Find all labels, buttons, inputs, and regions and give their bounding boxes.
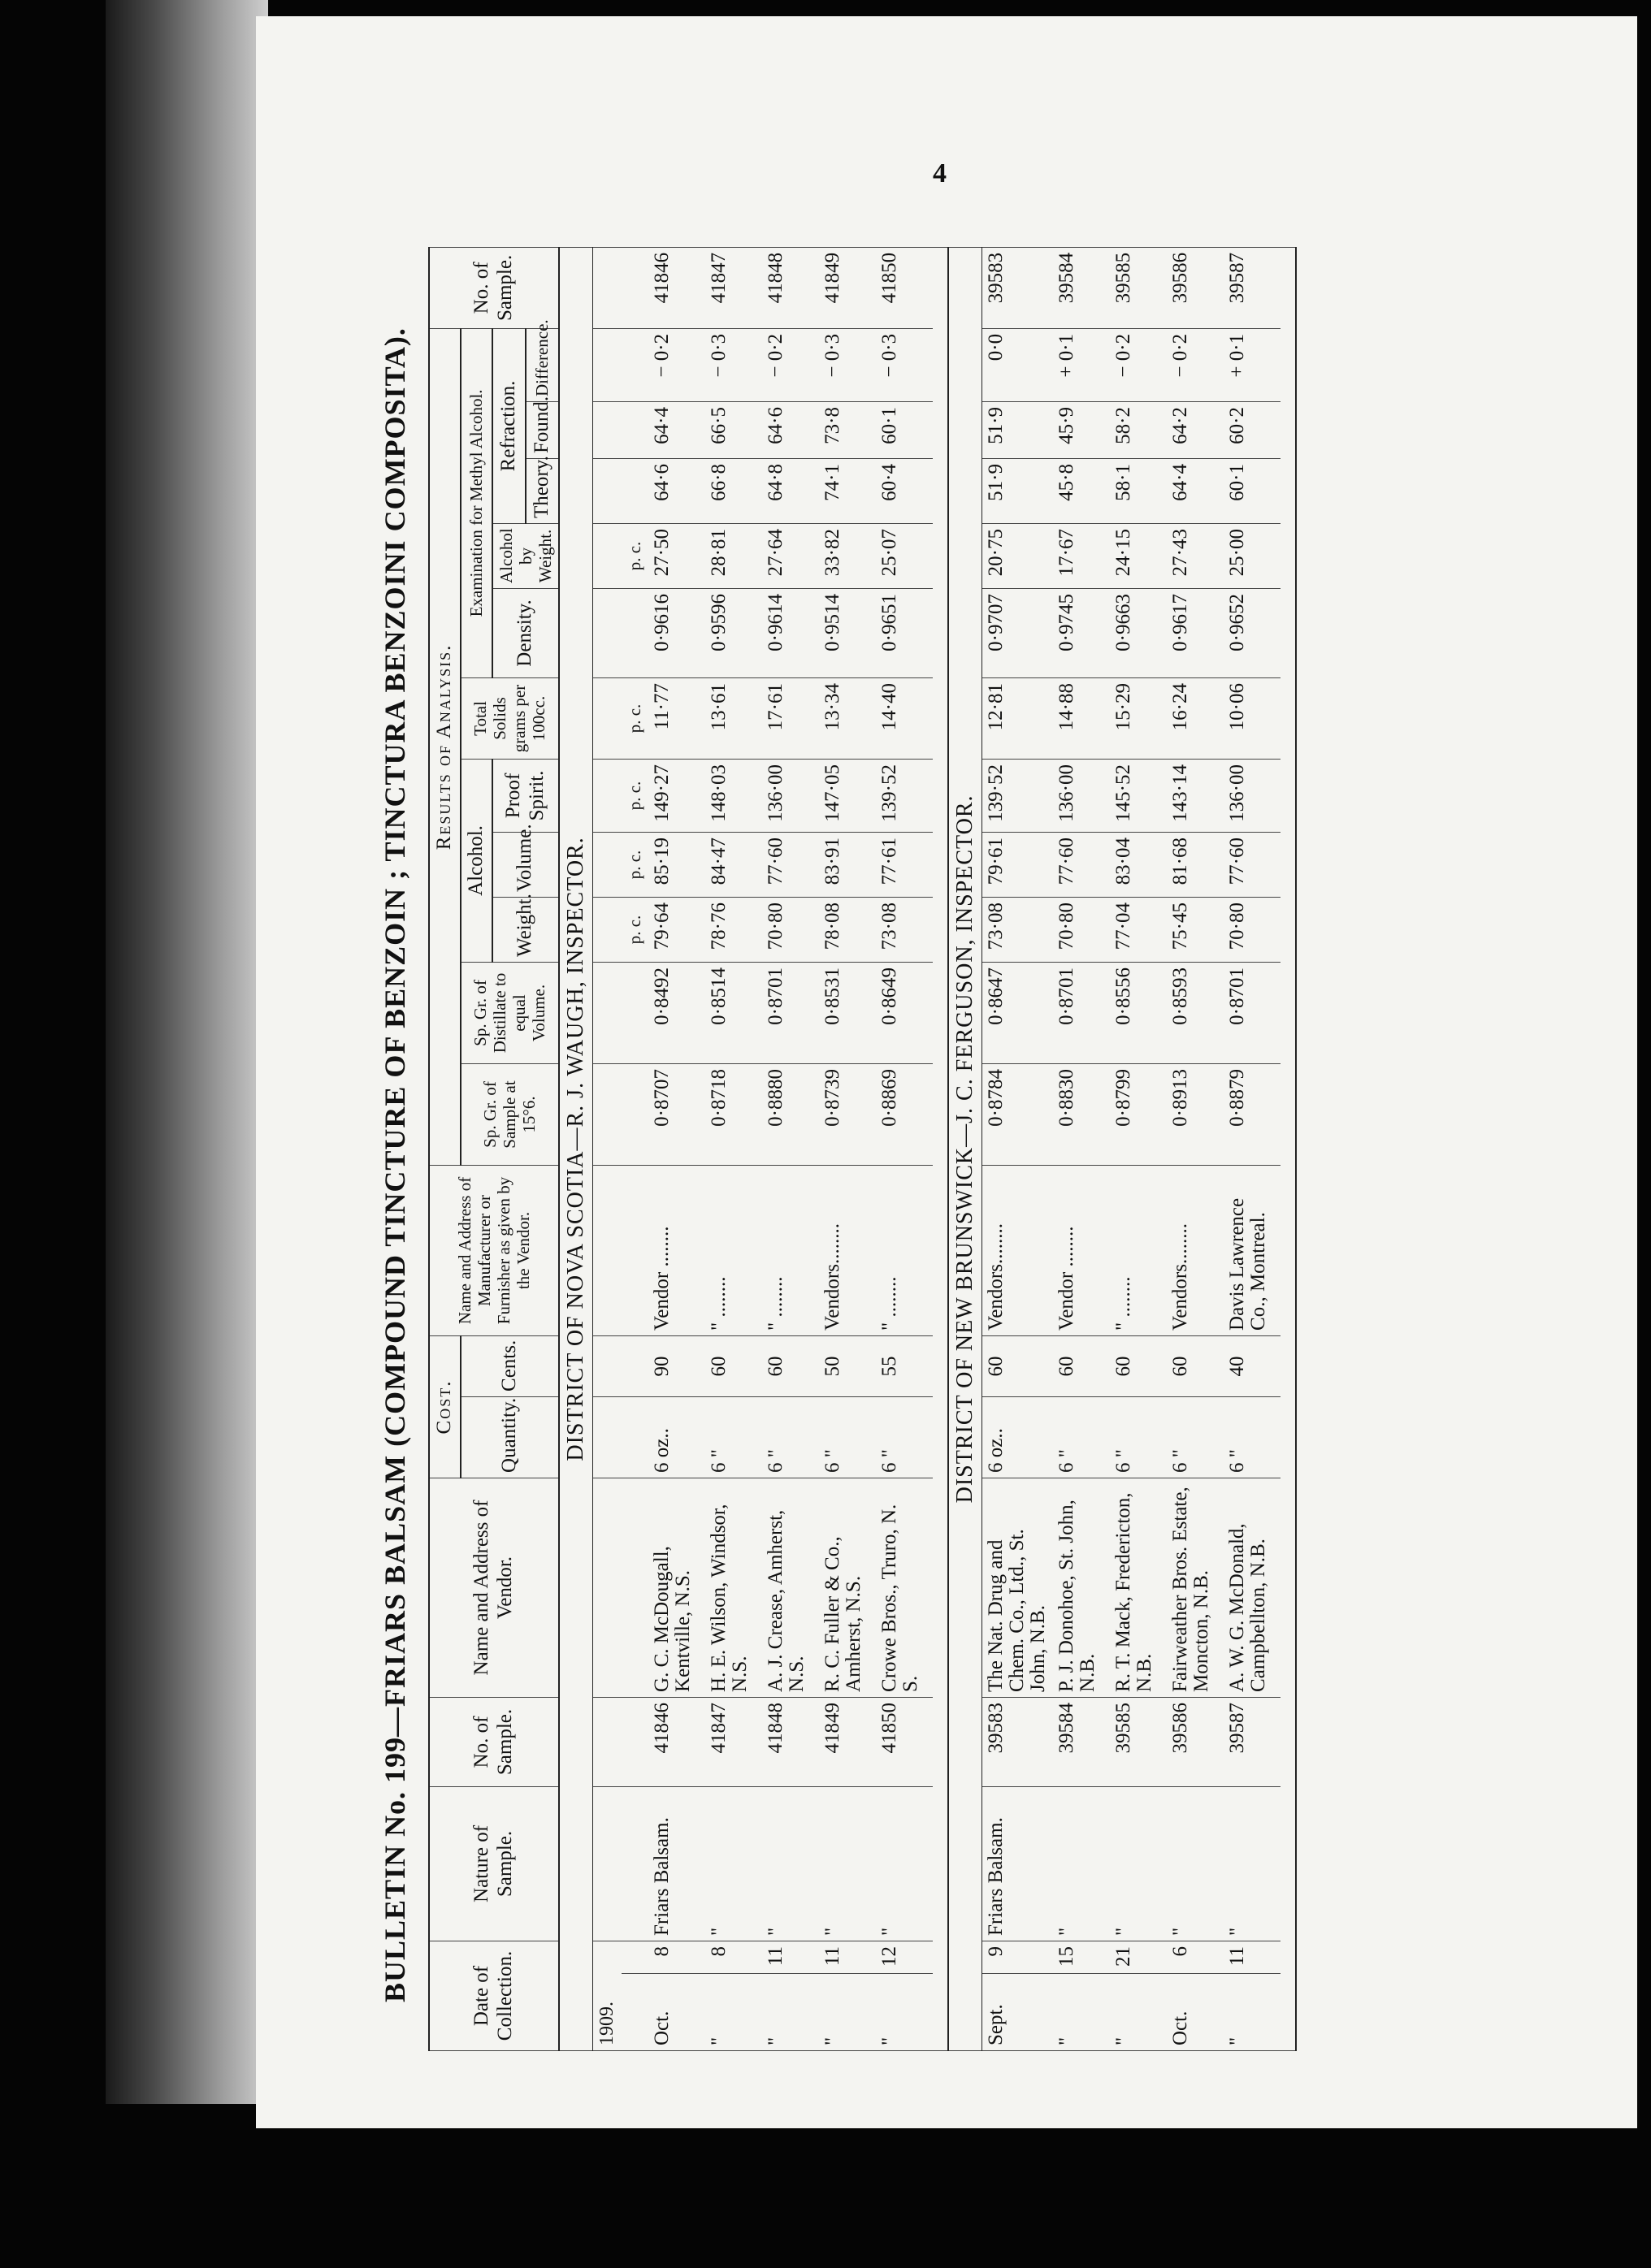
cell-manufacturer: Vendors........ — [982, 1165, 1052, 1335]
cell-density: 0·9651 — [876, 588, 933, 677]
cell-theory: 74·1 — [819, 458, 876, 523]
empty-cell — [622, 588, 648, 677]
cell-quantity: 6 " — [705, 1396, 762, 1478]
header-sp-gr-distillate: Sp. Gr. of Distillate to equal Volume. — [461, 962, 559, 1063]
cell-weight: 70·80 — [1053, 897, 1110, 962]
cell-month: " — [1053, 1974, 1110, 2051]
cell-cents: 60 — [1167, 1335, 1224, 1396]
empty-cell — [592, 1478, 622, 1697]
cell-difference: − 0·3 — [876, 328, 933, 401]
cell-sp-gr: 0·8880 — [762, 1063, 819, 1165]
empty-cell — [592, 677, 622, 759]
cell-weight: 70·80 — [1224, 897, 1280, 962]
cell-sp-gr-distillate: 0·8514 — [705, 962, 762, 1063]
empty-cell — [622, 1396, 648, 1478]
cell-sample-no: 41849 — [819, 1697, 876, 1786]
cell-sample-no-right: 39585 — [1110, 247, 1167, 328]
empty-cell — [592, 458, 622, 523]
cell-difference: − 0·3 — [705, 328, 762, 401]
cell-sp-gr-distillate: 0·8647 — [982, 962, 1052, 1063]
bulletin-title: BULLETIN No. 199—FRIARS BALSAM (COMPOUND TINCTURE OF BENZOIN ; TINCTURA BENZOINI COMPOSITA). — [379, 327, 411, 2002]
cell-weight: 70·80 — [762, 897, 819, 962]
empty-cell — [622, 458, 648, 523]
empty-cell — [622, 247, 648, 328]
empty-cell — [622, 328, 648, 401]
cell-found: 58·2 — [1110, 401, 1167, 458]
cell-manufacturer: Vendors........ — [819, 1165, 876, 1335]
empty-cell — [622, 962, 648, 1063]
cell-difference: − 0·2 — [648, 328, 705, 401]
cell-sample-no-right: 39584 — [1053, 247, 1110, 328]
year-row — [592, 247, 622, 2050]
header-theory: Theory. — [526, 458, 559, 523]
cell-vendor: The Nat. Drug and Chem. Co., Ltd., St. John, N.B. — [982, 1478, 1052, 1697]
cell-weight: 73·08 — [982, 897, 1052, 962]
table-row — [819, 247, 876, 2050]
cell-density: 0·9596 — [705, 588, 762, 677]
cell-sp-gr-distillate: 0·8593 — [1167, 962, 1224, 1063]
cell-sample-no: 39586 — [1167, 1697, 1224, 1786]
table-row — [762, 247, 819, 2050]
cell-manufacturer: Davis Lawrence Co., Montreal. — [1224, 1165, 1280, 1335]
cell-found: 73·8 — [819, 401, 876, 458]
cell-manufacturer: Vendors........ — [1167, 1165, 1224, 1335]
cell-day: 21 — [1110, 1941, 1167, 1973]
cell-sp-gr: 0·8869 — [876, 1063, 933, 1165]
header-alc-by-weight: Alcohol by Weight. — [492, 523, 559, 588]
cell-sp-gr-distillate: 0·8556 — [1110, 962, 1167, 1063]
cell-difference: − 0·3 — [819, 328, 876, 401]
cell-sample-no: 39587 — [1224, 1697, 1280, 1786]
cell-alc-by-weight: 25·00 — [1224, 523, 1280, 588]
district-heading-row — [948, 247, 982, 2050]
header-solids: Total Solids grams per 100cc. — [461, 677, 559, 759]
cell-sp-gr: 0·8799 — [1110, 1063, 1167, 1165]
analysis-table — [428, 247, 1297, 2051]
cell-sample-no-right: 41846 — [648, 247, 705, 328]
unit-percent: p. c. — [622, 677, 648, 759]
cell-quantity: 6 oz.. — [982, 1396, 1052, 1478]
cell-proof: 136·00 — [762, 759, 819, 832]
empty-cell — [592, 759, 622, 832]
cell-volume: 84·47 — [705, 832, 762, 897]
cell-day: 11 — [819, 1941, 876, 1973]
cell-alc-by-weight: 28·81 — [705, 523, 762, 588]
cell-difference: + 0·1 — [1053, 328, 1110, 401]
empty-cell — [622, 1697, 648, 1786]
cell-month: Oct. — [648, 1974, 705, 2051]
empty-cell — [622, 1941, 648, 1973]
cell-sp-gr: 0·8879 — [1224, 1063, 1280, 1165]
header-results: Results of Analysis. — [429, 328, 461, 1165]
cell-month: " — [1224, 1974, 1280, 2051]
table-row — [1053, 247, 1110, 2050]
table-body — [559, 247, 1296, 2050]
empty-cell — [592, 401, 622, 458]
unit-percent: p. c. — [622, 897, 648, 962]
cell-weight: 78·76 — [705, 897, 762, 962]
page-number: 4 — [933, 158, 947, 188]
section-bottom-rule — [1280, 247, 1296, 2050]
cell-theory: 58·1 — [1110, 458, 1167, 523]
empty-cell — [592, 328, 622, 401]
cell-nature: Friars Balsam. — [648, 1786, 705, 1941]
cell-alc-by-weight: 27·50 — [648, 523, 705, 588]
cell-volume: 81·68 — [1167, 832, 1224, 897]
table-header — [429, 247, 559, 2050]
cell-weight: 78·08 — [819, 897, 876, 962]
cell-quantity: 6 " — [1167, 1396, 1224, 1478]
empty-cell — [592, 1396, 622, 1478]
cell-month: " — [819, 1974, 876, 2051]
district-title: DISTRICT OF NOVA SCOTIA—R. J. WAUGH, INSPECTOR. — [559, 247, 593, 2050]
cell-nature: " — [1110, 1786, 1167, 1941]
cell-solids: 10·06 — [1224, 677, 1280, 759]
cell-month: Sept. — [982, 1974, 1052, 2051]
header-difference: Difference. — [526, 328, 559, 401]
header-methyl: Examination for Methyl Alcohol. — [461, 328, 492, 677]
header-found: Found. — [526, 401, 559, 458]
header-density: Density. — [492, 588, 559, 677]
header-alcohol: Alcohol. — [461, 759, 492, 962]
cell-sample-no-right: 39586 — [1167, 247, 1224, 328]
cell-manufacturer: Vendor ........ — [648, 1165, 705, 1335]
cell-quantity: 6 oz.. — [648, 1396, 705, 1478]
cell-vendor: R. T. Mack, Fredericton, N.B. — [1110, 1478, 1167, 1697]
cell-theory: 45·8 — [1053, 458, 1110, 523]
district-title: DISTRICT OF NEW BRUNSWICK—J. C. FERGUSON, INSPECTOR. — [948, 247, 982, 2050]
unit-percent: p. c. — [622, 832, 648, 897]
cell-day: 8 — [705, 1941, 762, 1973]
cell-sample-no: 41847 — [705, 1697, 762, 1786]
unit-row — [622, 247, 648, 2050]
cell-sp-gr: 0·8913 — [1167, 1063, 1224, 1165]
cell-found: 51·9 — [982, 401, 1052, 458]
cell-volume: 77·60 — [1224, 832, 1280, 897]
cell-manufacturer: Vendor ........ — [1053, 1165, 1110, 1335]
cell-month: " — [705, 1974, 762, 2051]
cell-cents: 90 — [648, 1335, 705, 1396]
cell-month: " — [876, 1974, 933, 2051]
cell-difference: − 0·2 — [1110, 328, 1167, 401]
cell-quantity: 6 " — [876, 1396, 933, 1478]
unit-percent: p. c. — [622, 523, 648, 588]
cell-found: 60·1 — [876, 401, 933, 458]
cell-alc-by-weight: 25·07 — [876, 523, 933, 588]
cell-theory: 51·9 — [982, 458, 1052, 523]
book-binding-shadow — [106, 0, 268, 2104]
cell-sample-no-right: 41849 — [819, 247, 876, 328]
empty-cell — [592, 1063, 622, 1165]
cell-volume: 79·61 — [982, 832, 1052, 897]
cell-sp-gr-distillate: 0·8701 — [762, 962, 819, 1063]
empty-cell — [592, 832, 622, 897]
cell-sp-gr: 0·8739 — [819, 1063, 876, 1165]
header-vendor: Name and Address of Vendor. — [429, 1478, 559, 1697]
cell-quantity: 6 " — [762, 1396, 819, 1478]
cell-cents: 60 — [1053, 1335, 1110, 1396]
cell-found: 64·2 — [1167, 401, 1224, 458]
cell-day: 9 — [982, 1941, 1052, 1973]
table-row — [982, 247, 1052, 2050]
cell-vendor: A. W. G. McDonald, Campbellton, N.B. — [1224, 1478, 1280, 1697]
empty-cell — [592, 1335, 622, 1396]
empty-cell — [592, 962, 622, 1063]
cell-quantity: 6 " — [819, 1396, 876, 1478]
cell-alc-by-weight: 17·67 — [1053, 523, 1110, 588]
cell-proof: 145·52 — [1110, 759, 1167, 832]
cell-solids: 13·61 — [705, 677, 762, 759]
cell-day: 12 — [876, 1941, 933, 1973]
cell-day: 8 — [648, 1941, 705, 1973]
cell-vendor: H. E. Wilson, Windsor, N.S. — [705, 1478, 762, 1697]
empty-cell — [622, 1478, 648, 1697]
cell-theory: 64·4 — [1167, 458, 1224, 523]
cell-found: 45·9 — [1053, 401, 1110, 458]
cell-day: 11 — [762, 1941, 819, 1973]
empty-cell — [622, 401, 648, 458]
cell-cents: 60 — [705, 1335, 762, 1396]
cell-theory: 64·6 — [648, 458, 705, 523]
cell-sp-gr: 0·8830 — [1053, 1063, 1110, 1165]
empty-cell — [592, 588, 622, 677]
empty-cell — [622, 1974, 648, 2051]
table-row — [1110, 247, 1167, 2050]
cell-density: 0·9616 — [648, 588, 705, 677]
cell-theory: 60·1 — [1224, 458, 1280, 523]
cell-vendor: P. J. Donohoe, St. John, N.B. — [1053, 1478, 1110, 1697]
cell-sample-no-right: 41848 — [762, 247, 819, 328]
cell-solids: 12·81 — [982, 677, 1052, 759]
cell-volume: 77·60 — [762, 832, 819, 897]
empty-cell — [622, 1063, 648, 1165]
cell-volume: 77·60 — [1053, 832, 1110, 897]
header-sample-no: No. of Sample. — [429, 1697, 559, 1786]
cell-solids: 13·34 — [819, 677, 876, 759]
header-quantity: Quantity. — [461, 1396, 559, 1478]
cell-found: 66·5 — [705, 401, 762, 458]
cell-theory: 60·4 — [876, 458, 933, 523]
cell-sample-no: 41850 — [876, 1697, 933, 1786]
cell-sample-no: 41848 — [762, 1697, 819, 1786]
rotated-page-content — [378, 252, 1597, 2067]
cell-proof: 136·00 — [1224, 759, 1280, 832]
cell-sample-no-right: 39583 — [982, 247, 1052, 328]
table-row — [705, 247, 762, 2050]
cell-volume: 83·04 — [1110, 832, 1167, 897]
header-date: Date of Collection. — [429, 1941, 559, 2050]
cell-theory: 66·8 — [705, 458, 762, 523]
table-row — [1167, 247, 1224, 2050]
cell-sample-no-right: 39587 — [1224, 247, 1280, 328]
table-row — [876, 247, 933, 2050]
cell-manufacturer: " ........ — [705, 1165, 762, 1335]
cell-proof: 147·05 — [819, 759, 876, 832]
cell-manufacturer: " ........ — [1110, 1165, 1167, 1335]
cell-nature: " — [1167, 1786, 1224, 1941]
cell-manufacturer: " ........ — [762, 1165, 819, 1335]
cell-sample-no-right: 41850 — [876, 247, 933, 328]
cell-solids: 15·29 — [1110, 677, 1167, 759]
cell-vendor: Crowe Bros., Truro, N. S. — [876, 1478, 933, 1697]
cell-difference: − 0·2 — [762, 328, 819, 401]
cell-sp-gr-distillate: 0·8701 — [1053, 962, 1110, 1063]
district-heading-row — [559, 247, 593, 2050]
cell-cents: 60 — [982, 1335, 1052, 1396]
cell-nature: " — [762, 1786, 819, 1941]
cell-cents: 40 — [1224, 1335, 1280, 1396]
cell-solids: 14·88 — [1053, 677, 1110, 759]
cell-sample-no: 41846 — [648, 1697, 705, 1786]
cell-density: 0·9745 — [1053, 588, 1110, 677]
cell-density: 0·9652 — [1224, 588, 1280, 677]
cell-found: 60·2 — [1224, 401, 1280, 458]
empty-cell — [622, 1786, 648, 1941]
cell-density: 0·9663 — [1110, 588, 1167, 677]
header-proof: Proof Spirit. — [492, 759, 559, 832]
cell-vendor: G. C. McDougall, Kentville, N.S. — [648, 1478, 705, 1697]
cell-theory: 64·8 — [762, 458, 819, 523]
cell-month: " — [762, 1974, 819, 2051]
cell-quantity: 6 " — [1224, 1396, 1280, 1478]
cell-sp-gr-distillate: 0·8701 — [1224, 962, 1280, 1063]
empty-cell — [622, 1165, 648, 1335]
cell-sample-no: 39583 — [982, 1697, 1052, 1786]
empty-cell — [622, 1335, 648, 1396]
table-row — [648, 247, 705, 2050]
unit-percent: p. c. — [622, 759, 648, 832]
cell-vendor: Fairweather Bros. Estate, Moncton, N.B. — [1167, 1478, 1224, 1697]
cell-sp-gr-distillate: 0·8531 — [819, 962, 876, 1063]
cell-found: 64·4 — [648, 401, 705, 458]
cell-day: 6 — [1167, 1941, 1224, 1973]
cell-cents: 60 — [1110, 1335, 1167, 1396]
table-row — [1224, 247, 1280, 2050]
cell-nature: " — [1224, 1786, 1280, 1941]
cell-day: 11 — [1224, 1941, 1280, 1973]
cell-density: 0·9514 — [819, 588, 876, 677]
cell-cents: 55 — [876, 1335, 933, 1396]
cell-alc-by-weight: 27·64 — [762, 523, 819, 588]
cell-sample-no-right: 41847 — [705, 247, 762, 328]
cell-weight: 73·08 — [876, 897, 933, 962]
cell-manufacturer: " ........ — [876, 1165, 933, 1335]
cell-weight: 77·04 — [1110, 897, 1167, 962]
cell-weight: 75·45 — [1167, 897, 1224, 962]
header-sp-gr: Sp. Gr. of Sample at 15°6. — [461, 1063, 559, 1165]
cell-nature: Friars Balsam. — [982, 1786, 1052, 1941]
cell-density: 0·9617 — [1167, 588, 1224, 677]
cell-sp-gr-distillate: 0·8649 — [876, 962, 933, 1063]
cell-nature: " — [705, 1786, 762, 1941]
cell-month: Oct. — [1167, 1974, 1224, 2051]
cell-volume: 85·19 — [648, 832, 705, 897]
cell-density: 0·9707 — [982, 588, 1052, 677]
cell-solids: 14·40 — [876, 677, 933, 759]
cell-proof: 139·52 — [982, 759, 1052, 832]
cell-density: 0·9614 — [762, 588, 819, 677]
cell-found: 64·6 — [762, 401, 819, 458]
cell-proof: 143·14 — [1167, 759, 1224, 832]
cell-proof: 139·52 — [876, 759, 933, 832]
cell-sp-gr: 0·8707 — [648, 1063, 705, 1165]
empty-cell — [592, 247, 622, 328]
cell-alc-by-weight: 20·75 — [982, 523, 1052, 588]
cell-quantity: 6 " — [1053, 1396, 1110, 1478]
cell-alc-by-weight: 24·15 — [1110, 523, 1167, 588]
cell-difference: 0·0 — [982, 328, 1052, 401]
cell-nature: " — [819, 1786, 876, 1941]
empty-cell — [592, 1697, 622, 1786]
header-cents: Cents. — [461, 1335, 559, 1396]
cell-quantity: 6 " — [1110, 1396, 1167, 1478]
header-refraction: Refraction. — [492, 328, 526, 523]
cell-solids: 11·77 — [648, 677, 705, 759]
cell-month: " — [1110, 1974, 1167, 2051]
cell-day: 15 — [1053, 1941, 1110, 1973]
header-volume: Volume. — [492, 832, 559, 897]
header-manufacturer: Name and Address of Manufacturer or Furnisher as given by the Vendor. — [429, 1165, 559, 1335]
cell-difference: + 0·1 — [1224, 328, 1280, 401]
cell-cents: 50 — [819, 1335, 876, 1396]
cell-volume: 83·91 — [819, 832, 876, 897]
cell-solids: 16·24 — [1167, 677, 1224, 759]
header-cost: Cost. — [429, 1335, 461, 1478]
header-weight: Weight. — [492, 897, 559, 962]
cell-solids: 17·61 — [762, 677, 819, 759]
empty-cell — [592, 1786, 622, 1941]
header-sample-no-right: No. of Sample. — [429, 247, 559, 328]
cell-sample-no: 39585 — [1110, 1697, 1167, 1786]
cell-sample-no: 39584 — [1053, 1697, 1110, 1786]
rule-cell — [1280, 247, 1296, 2050]
cell-proof: 136·00 — [1053, 759, 1110, 832]
cell-alc-by-weight: 27·43 — [1167, 523, 1224, 588]
cell-vendor: A. J. Crease, Amherst, N.S. — [762, 1478, 819, 1697]
empty-cell — [592, 897, 622, 962]
cell-nature: " — [1053, 1786, 1110, 1941]
cell-proof: 148·03 — [705, 759, 762, 832]
cell-difference: − 0·2 — [1167, 328, 1224, 401]
rule-cell — [933, 247, 948, 2050]
year-label: 1909. — [592, 1941, 622, 2050]
cell-nature: " — [876, 1786, 933, 1941]
cell-sp-gr: 0·8718 — [705, 1063, 762, 1165]
cell-vendor: R. C. Fuller & Co., Amherst, N.S. — [819, 1478, 876, 1697]
header-nature: Nature of Sample. — [429, 1786, 559, 1941]
empty-cell — [592, 1165, 622, 1335]
cell-proof: 149·27 — [648, 759, 705, 832]
cell-sp-gr-distillate: 0·8492 — [648, 962, 705, 1063]
section-bottom-rule — [933, 247, 948, 2050]
cell-cents: 60 — [762, 1335, 819, 1396]
cell-volume: 77·61 — [876, 832, 933, 897]
cell-weight: 79·64 — [648, 897, 705, 962]
empty-cell — [592, 523, 622, 588]
cell-alc-by-weight: 33·82 — [819, 523, 876, 588]
cell-sp-gr: 0·8784 — [982, 1063, 1052, 1165]
